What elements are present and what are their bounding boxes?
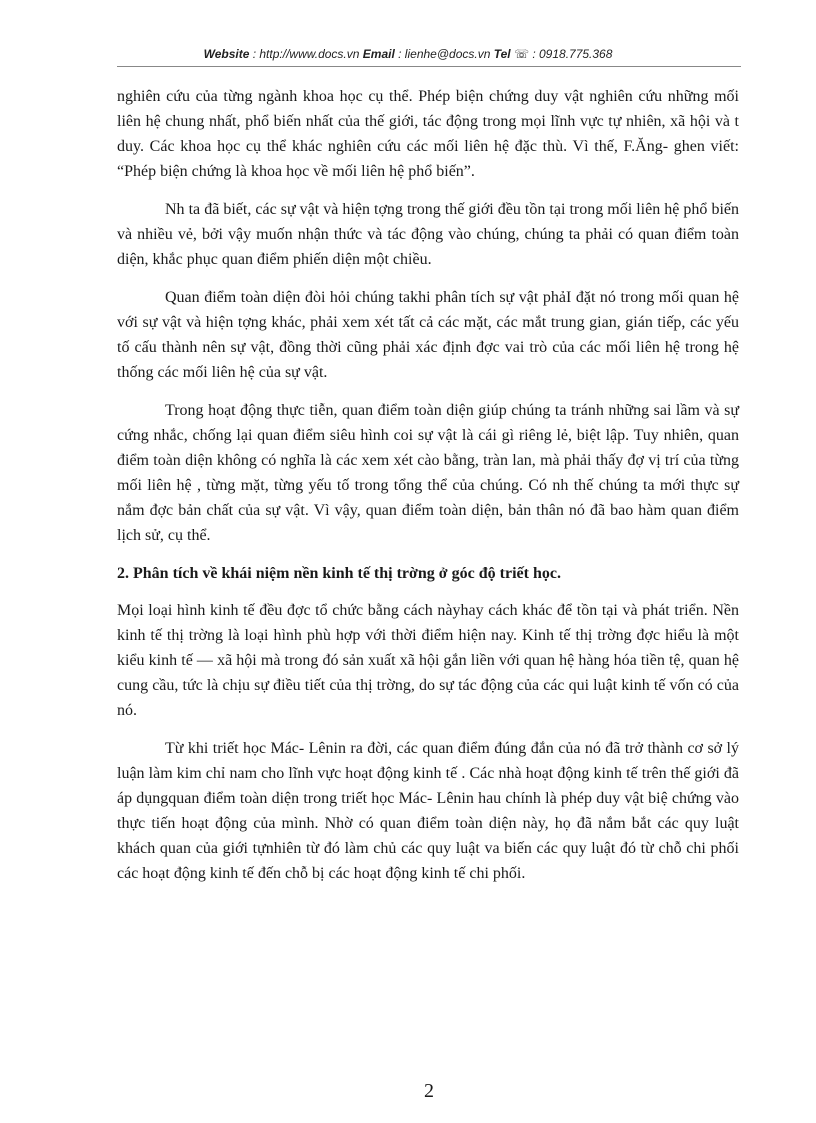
phone-icon: ☏ — [513, 47, 529, 61]
paragraph: Nh ta đã biết, các sự vật và hiện tợng trong thế giới đều tồn tại trong mối liên hệ phổ biến và nhiều vẻ, bởi vậy muốn nhận thức và tác động vào chúng, chúng ta phải có quan điểm toàn diện, khắc phục quan điểm phiến diện một chiều. — [117, 201, 739, 268]
website-label: Website — [203, 47, 250, 61]
paragraph: Trong hoạt động thực tiễn, quan điểm toàn diện giúp chúng ta tránh những sai lầm và sự cứng nhắc, chống lại quan điểm siêu hình coi sự vật là cái gì riêng lẻ, biệt lập. Tuy nhiên, quan điểm toàn diện không có nghĩa là các xem xét cào bằng, tràn lan, mà phải thấy đợ vị trí của từng mối liên hệ , từng mặt, từng yếu tố trong tổng thể của chúng. Có nh thế chúng ta mới thực sự nắm đợc bản chất của sự vật. Vì vậy, quan điểm toàn diện, bản thân nó đã bao hàm quan điểm lịch sử, cụ thể. — [117, 402, 739, 544]
paragraph: nghiên cứu của từng ngành khoa học cụ thể. Phép biện chứng duy vật nghiên cứu những mối liên hệ chung nhất, phổ biến nhất của thế giới, tác động trong mọi lĩnh vực tự nhiên, xã hội và t duy. Các khoa học cụ thể khác nghiên cứu các mối liên hệ đặc thù. Vì thế, F.Ăng- ghen viết: “Phép biện chứng là khoa học về mối liên hệ phổ biến”. — [117, 88, 739, 180]
header-divider — [117, 66, 741, 67]
document-body — [117, 84, 739, 899]
page-number: 2 — [424, 1080, 434, 1102]
email-value: : lienhe@docs.vn — [398, 47, 491, 61]
tel-label: Tel — [493, 47, 511, 61]
paragraph: Quan điểm toàn diện đòi hỏi chúng takhi phân tích sự vật phảI đặt nó trong mối quan hệ với sự vật và hiện tợng khác, phải xem xét tất cả các mặt, các mắt trung gian, gián tiếp, các yếu tố cấu thành nên sự vật, đồng thời cũng phải xác định đợc vai trò của các mối liên hệ trong hệ thống các mối liên hệ của sự vật. — [117, 289, 739, 381]
email-label: Email — [362, 47, 395, 61]
website-value: : http://www.docs.vn — [252, 47, 360, 61]
paragraph: Từ khi triết học Mác- Lênin ra đời, các quan điểm đúng đắn của nó đã trở thành cơ sở lý luận làm kim chỉ nam cho lĩnh vực hoạt động kinh tế . Các nhà hoạt động kinh tế trên thế giới đã áp dụngquan điểm toàn diện trong triết học Mác- Lênin hau chính là phép duy vật biệ chứng vào thực tiến hoạt động của mình. Nhờ có quan điểm toàn diện này, họ đã nắm bắt các quy luật khách quan của giới tựnhiên từ đó làm chủ các quy luật va biến các quy luật đó từ chỗ chi phối các hoạt động kinh tế đến chỗ bị các hoạt động kinh tế chi phối. — [117, 740, 739, 882]
page-header — [0, 47, 816, 61]
tel-value: : 0918.775.368 — [532, 47, 613, 61]
paragraph: Mọi loại hình kinh tế đều đợc tổ chức bằng cách nàyhay cách khác để tồn tại và phát triển. Nền kinh tế thị trờng là loại hình phù hợp với thời điểm hiện nay. Kinh tế thị trờng đợc hiểu là một kiểu kinh tế — xã hội mà trong đó sản xuất xã hội gắn liền với quan hệ hàng hóa tiền tệ, quan hệ cung cầu, tức là chịu sự điều tiết của thị trờng, do sự tác động của các qui luật kinh tế vốn có của nó. — [117, 602, 739, 719]
section-heading: 2. Phân tích về khái niệm nền kinh tế thị trờng ở góc độ triết học. — [117, 565, 561, 582]
